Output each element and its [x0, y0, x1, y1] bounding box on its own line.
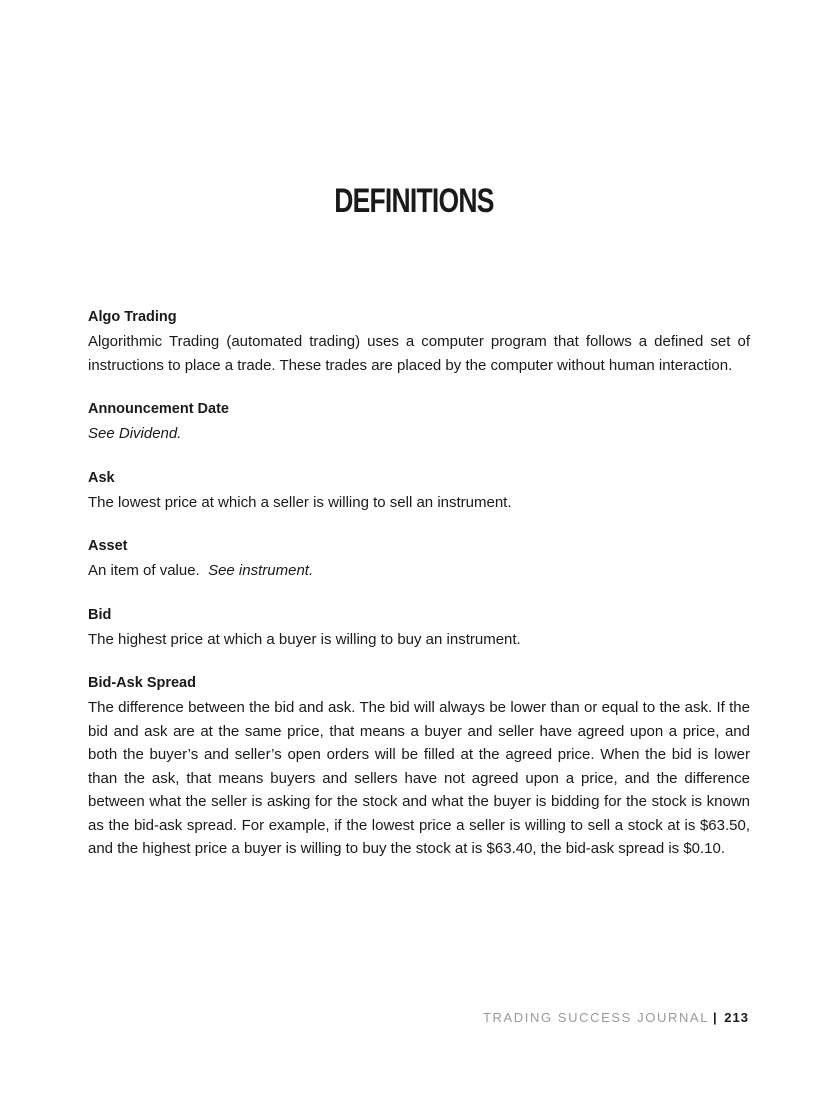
- definition-entry-announcement-date: [88, 398, 750, 446]
- term-definition: The difference between the bid and ask. The bid will always be lower than or equal to the ask. If the bid and ask are at the same price, that means a buyer and seller have agreed upon a price, and both the buyer’s and seller’s open orders will be filled at the agreed price. When the bid is lower than the ask, that means buyers and sellers have not agreed upon a price, and the difference between what the seller is asking for the stock and what the buyer is bidding for the stock is known as the bid-ask spread. For example, if the lowest price a seller is willing to sell a stock at is $63.50, and the highest price a buyer is willing to buy the stock at is $63.40, the bid-ask spread is $0.10.: [88, 699, 750, 857]
- definition-entry-bid: [88, 604, 750, 652]
- term-heading: Asset: [88, 538, 128, 554]
- publication-name: TRADING SUCCESS JOURNAL: [482, 1010, 710, 1025]
- definition-text: An item of value.: [88, 562, 200, 579]
- definition-entry-asset: [88, 535, 750, 583]
- see-reference: See instrument.: [208, 562, 314, 579]
- term-heading: Algo Trading: [88, 309, 177, 325]
- definition-entry-algo-trading: [88, 306, 750, 377]
- definition-entry-ask: [88, 467, 750, 515]
- term-heading: Bid: [88, 606, 112, 623]
- term-definition: The highest price at which a buyer is willing to buy an instrument.: [88, 630, 521, 648]
- definition-entry-bid-ask-spread: [88, 672, 750, 861]
- page-footer: [483, 1010, 749, 1025]
- term-definition: The lowest price at which a seller is willing to sell an instrument.: [88, 493, 512, 511]
- term-definition: Algorithmic Trading (automated trading) uses a computer program that follows a defined set of instructions to place a trade. These trades are placed by the computer without human interaction.: [88, 333, 750, 374]
- page-number: 213: [724, 1010, 749, 1025]
- term-heading: Announcement Date: [88, 401, 229, 417]
- term-definition: [88, 422, 750, 446]
- term-heading: Ask: [88, 469, 115, 486]
- page-title: DEFINITIONS: [334, 182, 494, 220]
- definitions-list: [88, 306, 750, 882]
- see-reference: See Dividend.: [88, 425, 182, 442]
- term-heading: Bid-Ask Spread: [88, 675, 196, 691]
- term-definition: [88, 559, 750, 583]
- footer-separator: |: [713, 1010, 719, 1025]
